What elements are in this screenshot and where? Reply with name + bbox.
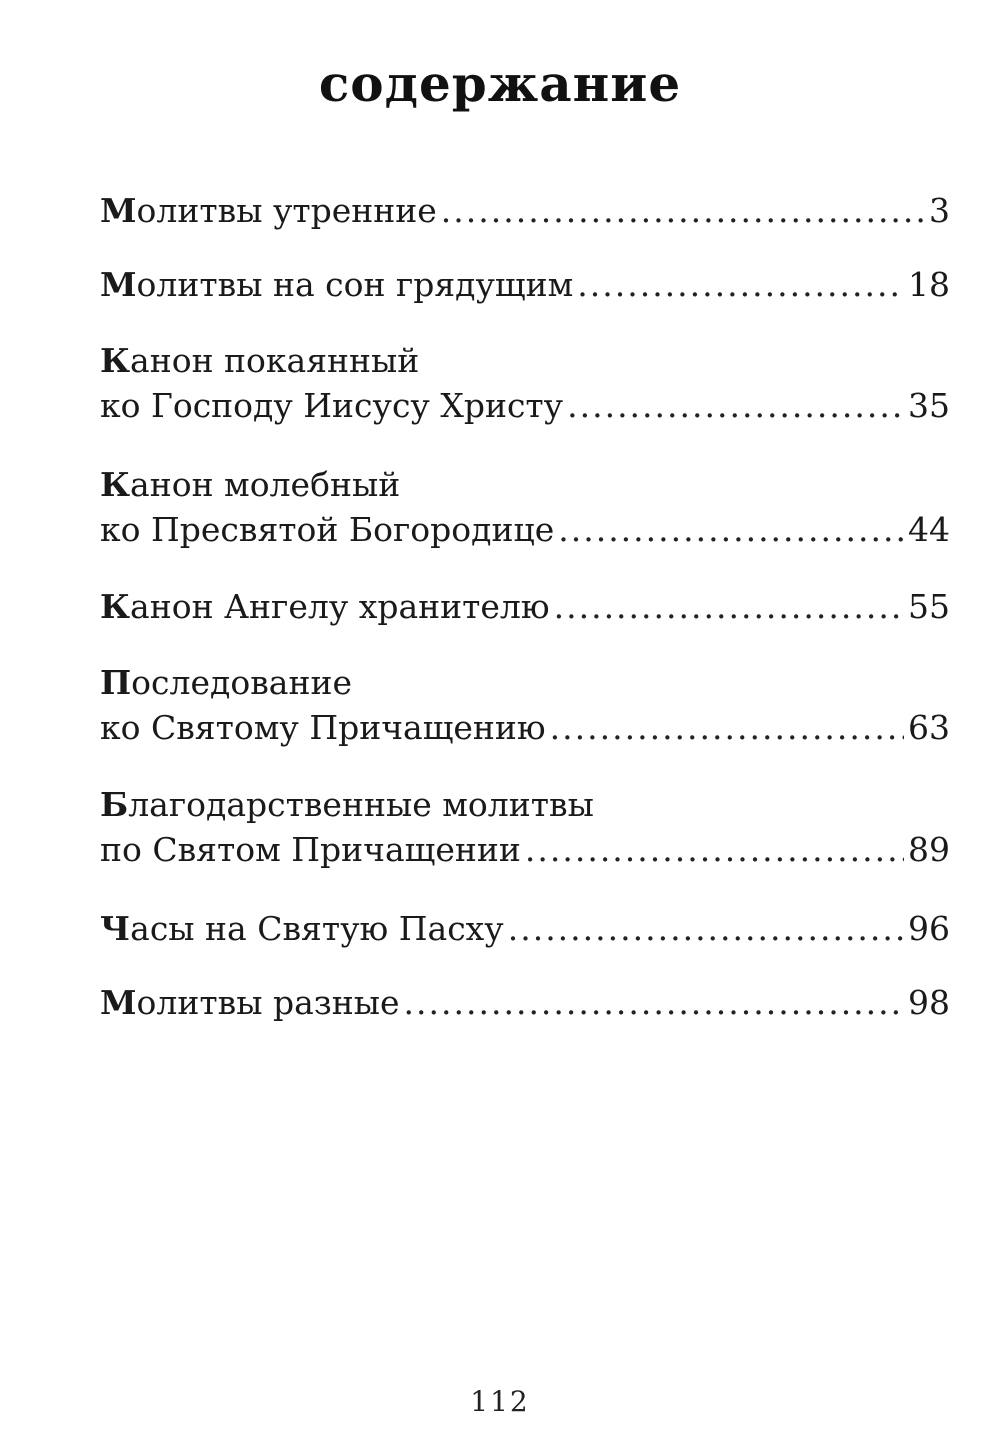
toc-entry-subtitle: ко Господу Иисусу Христу — [100, 386, 564, 425]
toc-page-number: 44 — [908, 510, 950, 549]
dot-leader — [567, 383, 904, 428]
toc-entry-title: Канон молебный — [100, 465, 401, 504]
toc-entry-line — [100, 827, 950, 872]
toc-page-number: 98 — [908, 983, 950, 1022]
toc-entry-title: Молитвы разные — [100, 983, 400, 1022]
toc-entry-line — [100, 383, 950, 428]
dot-leader — [554, 584, 904, 629]
toc-entry[interactable] — [100, 262, 950, 307]
dot-leader — [508, 906, 904, 951]
drop-cap-letter: К — [100, 341, 131, 380]
toc-entry-subtitle: ко Святому Причащению — [100, 708, 546, 747]
toc-page-number: 18 — [908, 265, 950, 304]
dot-leader — [525, 827, 904, 872]
toc-entry-line — [100, 906, 950, 951]
toc-entry-line — [100, 507, 950, 552]
toc-entry-line — [100, 462, 950, 507]
toc-page-number: 3 — [929, 191, 950, 230]
dot-leader — [404, 980, 904, 1025]
toc-entry[interactable] — [100, 906, 950, 951]
drop-cap-letter: М — [100, 265, 137, 304]
drop-cap-letter: К — [100, 465, 131, 504]
drop-cap-letter: П — [100, 663, 132, 702]
toc-entry[interactable] — [100, 584, 950, 629]
dot-leader — [441, 188, 925, 233]
drop-cap-letter: Б — [100, 785, 129, 824]
page-title: содержание — [318, 54, 682, 113]
toc-entry[interactable] — [100, 462, 950, 552]
page-number: 112 — [470, 1385, 530, 1418]
toc-entry[interactable] — [100, 338, 950, 428]
dot-leader — [558, 507, 904, 552]
toc-entry-line — [100, 262, 950, 307]
toc-entry-line — [100, 338, 950, 383]
toc-page-number: 96 — [908, 909, 950, 948]
toc-entry-subtitle: по Святом Причащении — [100, 830, 521, 869]
toc-entry-line — [100, 782, 950, 827]
dot-leader — [550, 705, 904, 750]
drop-cap-letter: М — [100, 191, 137, 230]
drop-cap-letter: Ч — [100, 909, 131, 948]
drop-cap-letter: К — [100, 587, 131, 626]
toc-page-number: 89 — [908, 830, 950, 869]
toc-entry-subtitle: ко Пресвятой Богородице — [100, 510, 555, 549]
drop-cap-letter: М — [100, 983, 137, 1022]
toc-entry[interactable] — [100, 980, 950, 1025]
toc-entry[interactable] — [100, 660, 950, 750]
toc-entry-line — [100, 188, 950, 233]
toc-page-number: 55 — [908, 587, 950, 626]
toc-entry[interactable] — [100, 188, 950, 233]
toc-entry-title: Молитвы утренние — [100, 191, 437, 230]
toc-entry-line — [100, 705, 950, 750]
toc-entry-title: Благодарственные молитвы — [100, 785, 594, 824]
toc-entry-title: Канон покаянный — [100, 341, 420, 380]
toc-entry-line — [100, 660, 950, 705]
toc-entry-title: Последование — [100, 663, 352, 702]
toc-entry-line — [100, 980, 950, 1025]
toc-page-number: 63 — [908, 708, 950, 747]
toc-entry-title: Канон Ангелу хранителю — [100, 587, 550, 626]
toc-entry-line — [100, 584, 950, 629]
toc-entry[interactable] — [100, 782, 950, 872]
toc-entry-title: Часы на Святую Пасху — [100, 909, 504, 948]
dot-leader — [577, 262, 904, 307]
toc-entry-title: Молитвы на сон грядущим — [100, 265, 574, 304]
toc-page-number: 35 — [908, 386, 950, 425]
